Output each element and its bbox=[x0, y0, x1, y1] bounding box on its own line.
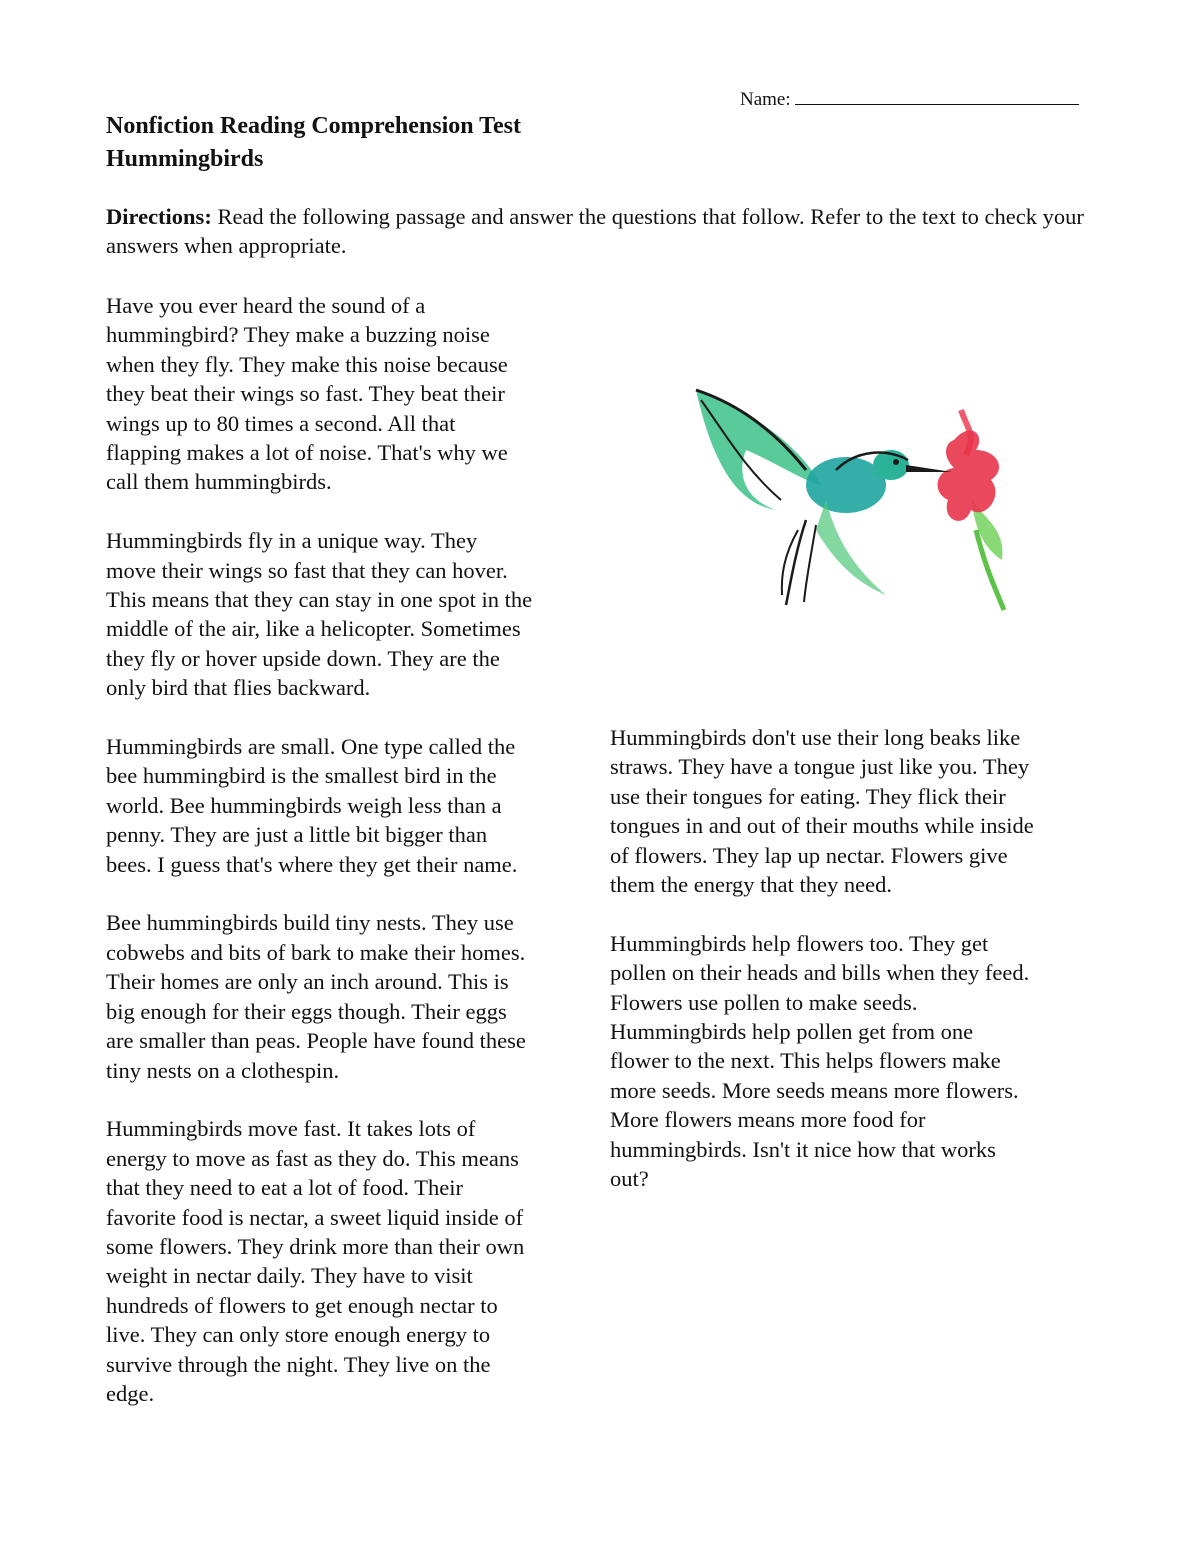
paragraph: Hummingbirds move fast. It takes lots of energy to move as fast as they do. This means that they need to eat a lot of food. Their favorite food is nectar, a sweet liquid inside of some flowers. They drink more than their own weight in nectar daily. They have to visit hundreds of flowers to get enough nectar to live. They can only store enough energy to survive through the night. They live on the edge. bbox=[106, 1116, 525, 1406]
passage-right-column bbox=[610, 723, 1100, 1223]
paragraph: Hummingbirds are small. One type called the bee hummingbird is the smallest bird in the world. Bee hummingbirds weigh less than a penny. They are just a little bit bigger than bees. I guess that's where they get their name. bbox=[106, 734, 518, 877]
name-field[interactable] bbox=[740, 86, 1079, 111]
hummingbird-illustration bbox=[686, 380, 1026, 620]
paragraph: Hummingbirds don't use their long beaks like straws. They have a tongue just like you. They use their tongues for eating. They flick their tongues in and out of their mouths while inside of flowers. They lap up nectar. Flowers give them the energy that they need. bbox=[610, 725, 1034, 898]
directions-text: Read the following passage and answer the questions that follow. Refer to the text to check your answers when appropriate. bbox=[106, 204, 1084, 258]
hummingbird-flower-icon bbox=[686, 380, 1026, 620]
directions-label: Directions: bbox=[106, 204, 212, 229]
title-line-2: Hummingbirds bbox=[106, 146, 264, 172]
paragraph: Hummingbirds fly in a unique way. They move their wings so fast that they can hover. This means that they can stay in one spot in the middle of the air, like a helicopter. Sometimes they fly or hover upside down. They are the only bird that flies backward. bbox=[106, 528, 533, 701]
paragraph: Have you ever heard the sound of a hummingbird? They make a buzzing noise when they fly. They make this noise because they beat their wings so fast. They beat their wings up to 80 times a second. All that flapping makes a lot of noise. That's why we call them hummingbirds. bbox=[106, 293, 508, 495]
name-blank-line[interactable] bbox=[795, 86, 1079, 105]
directions bbox=[106, 202, 1086, 260]
flower bbox=[938, 410, 1004, 610]
worksheet-title bbox=[106, 110, 521, 176]
hummingbird bbox=[696, 390, 952, 605]
paragraph: Hummingbirds help flowers too. They get pollen on their heads and bills when they feed. Flowers use pollen to make seeds. Hummingbirds help pollen get from one flower to the next. This helps flowers make more seeds. More seeds means more flowers. More flowers means more food for hummingbirds. Isn't it nice how that works out? bbox=[610, 930, 1030, 1192]
paragraph: Bee hummingbirds build tiny nests. They use cobwebs and bits of bark to make their homes. Their homes are only an inch around. This is big enough for their eggs though. Their eggs are smaller than peas. People have found these tiny nests on a clothespin. bbox=[106, 910, 526, 1083]
name-label: Name: bbox=[740, 89, 791, 110]
passage-left-column bbox=[106, 291, 596, 1438]
title-line-1: Nonfiction Reading Comprehension Test bbox=[106, 113, 521, 139]
